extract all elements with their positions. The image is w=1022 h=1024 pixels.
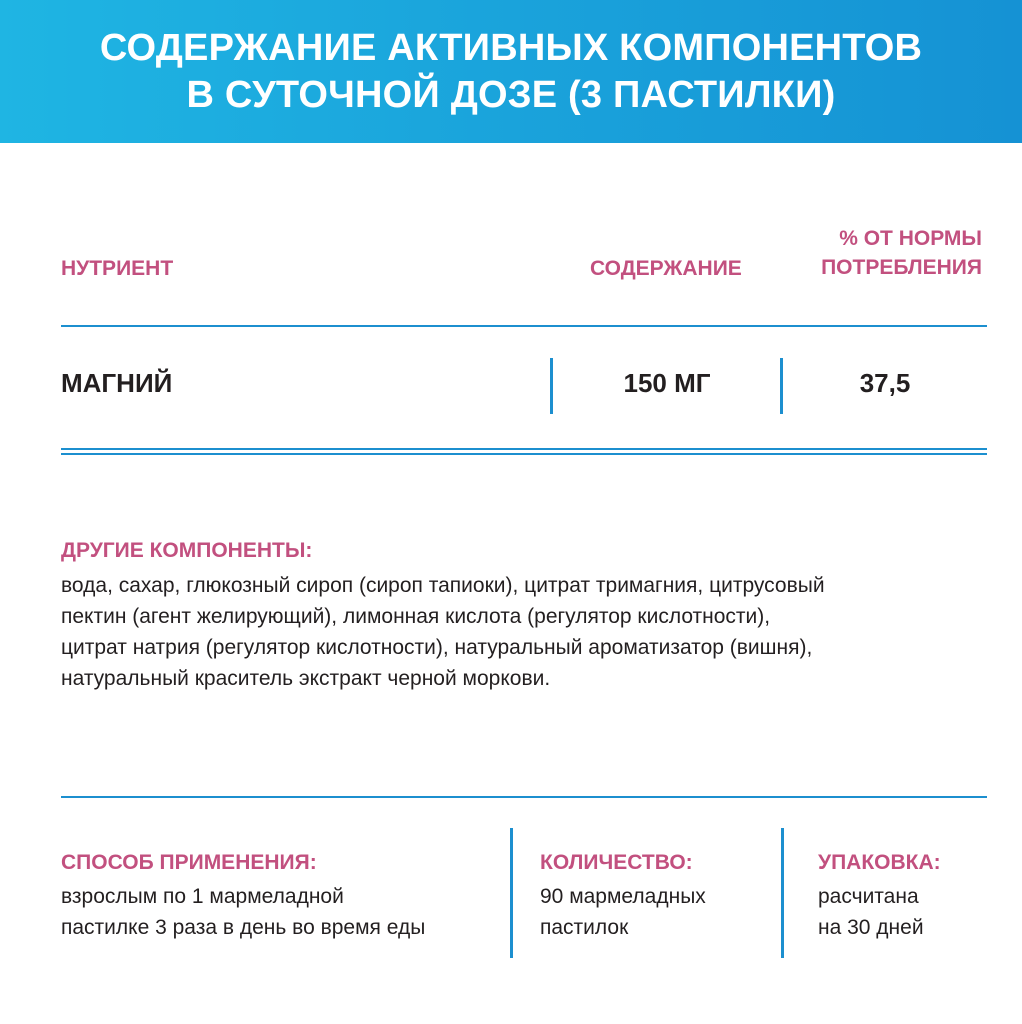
column-header-content: СОДЕРЖАНИЕ (590, 257, 742, 280)
row-nutrient-norm: 37,5 (859, 368, 911, 398)
other-components-title: ДРУГИЕ КОМПОНЕНТЫ: (61, 539, 313, 562)
usage-block (61, 849, 425, 943)
table-bottom-divider (61, 453, 987, 455)
column-header-norm-line-2: ПОТРЕБЛЕНИЯ (821, 256, 982, 279)
other-components-line: вода, сахар, глюкозный сироп (сироп тапиоки), цитрат тримагния, цитрусовый (61, 574, 825, 597)
table-bottom-divider (61, 448, 987, 450)
column-header-norm-line-1: % ОТ НОРМЫ (839, 227, 982, 250)
quantity-title: КОЛИЧЕСТВО: (540, 851, 693, 874)
quantity-line: 90 мармеладных (540, 885, 706, 908)
other-components-text (61, 570, 991, 694)
usage-line: пастилке 3 раза в день во время еды (61, 916, 426, 939)
page-title-line-1: СОДЕРЖАНИЕ АКТИВНЫХ КОМПОНЕНТОВ (99, 26, 923, 69)
column-header-nutrient: НУТРИЕНТ (61, 257, 174, 280)
package-line: расчитана (818, 885, 919, 908)
usage-line: взрослым по 1 мармеладной (61, 885, 344, 908)
column-divider (510, 828, 513, 958)
package-line: на 30 дней (818, 916, 924, 939)
package-title: УПАКОВКА: (818, 851, 941, 874)
page-title-line-2: В СУТОЧНОЙ ДОЗЕ (3 ПАСТИЛКИ) (186, 73, 836, 116)
other-components-line: натуральный краситель экстракт черной моркови. (61, 667, 551, 690)
row-nutrient-content: 150 МГ (623, 368, 711, 398)
page-title (100, 25, 922, 119)
header-banner (0, 0, 1022, 143)
other-components-line: пектин (агент желирующий), лимонная кислота (регулятор кислотности), (61, 605, 771, 628)
column-divider (781, 828, 784, 958)
quantity-line: пастилок (540, 916, 629, 939)
table-header-divider (61, 325, 987, 327)
quantity-block (540, 849, 706, 943)
row-nutrient-name: МАГНИЙ (61, 368, 173, 398)
column-header-norm (821, 224, 982, 282)
other-components-line: цитрат натрия (регулятор кислотности), натуральный ароматизатор (вишня), (61, 636, 813, 659)
section-divider (61, 796, 987, 798)
package-block (818, 849, 941, 943)
usage-title: СПОСОБ ПРИМЕНЕНИЯ: (61, 851, 317, 874)
